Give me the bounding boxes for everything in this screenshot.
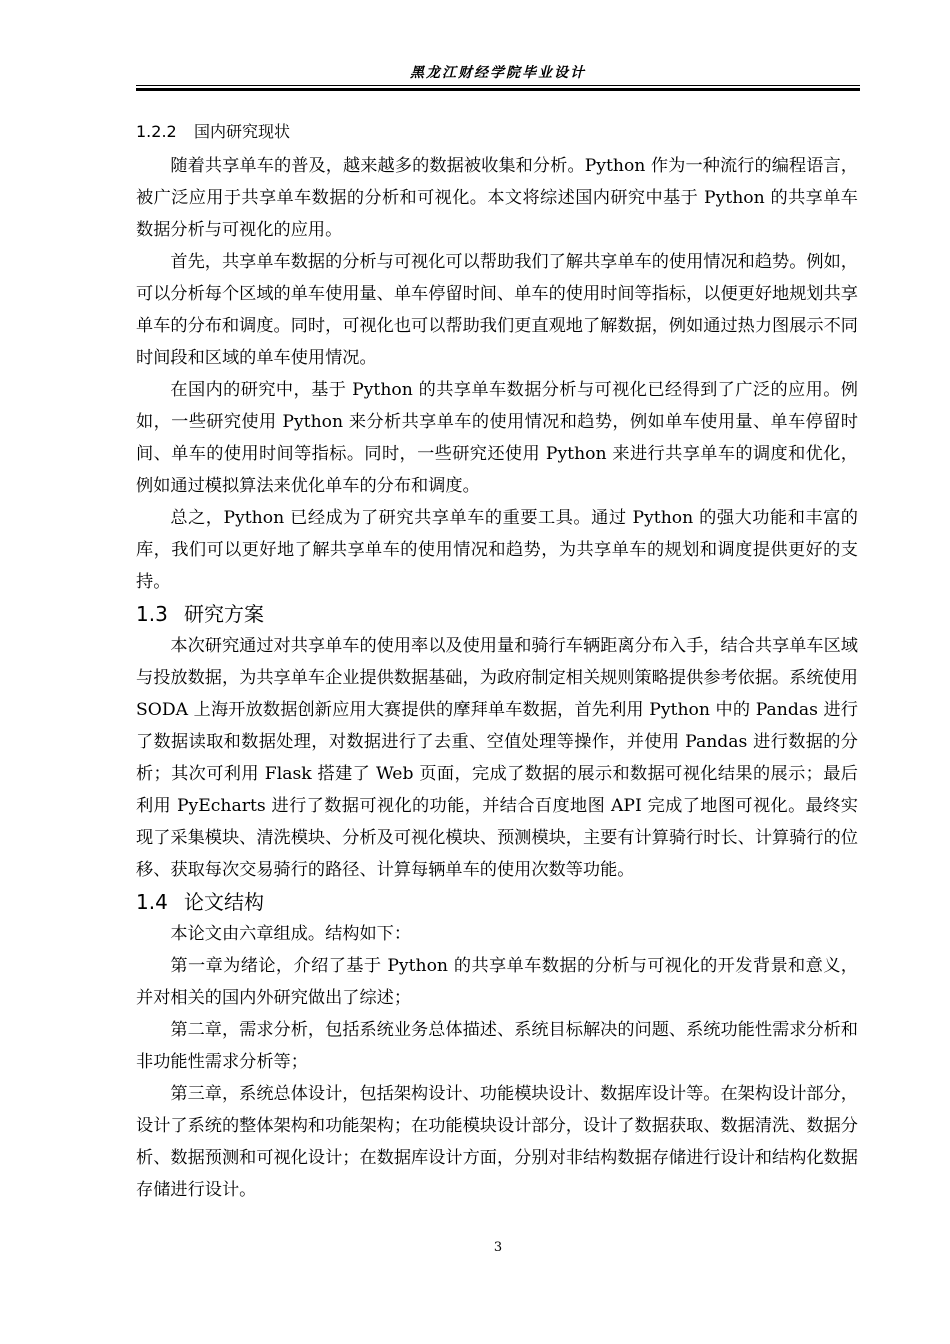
paragraph: 第一章为绪论，介绍了基于 Python 的共享单车数据的分析与可视化的开发背景和意义，并对相关的国内外研究做出了综述； bbox=[136, 956, 858, 1008]
header-rule-thick bbox=[136, 88, 860, 91]
section-title: 研究方案 bbox=[184, 602, 264, 626]
paragraph: 本次研究通过对共享单车的使用率以及使用量和骑行车辆距离分布入手，结合共享单车区域与投放数据，为共享单车企业提供数据基础，为政府制定相关规则策略提供参考依据。系统使用 SODA 上海开放数据创新应用大赛提供的摩拜单车数据，首先利用 Python 中的 Pandas 进行了数据读取和数据处理，对数据进行了去重、空值处理等操作，并使用 Pandas 进行数据的分析；其次可利用 Flask 搭建了 Web 页面，完成了数据的展示和数据可视化结果的展示；最后利用 PyEcharts 进行了数据可视化的功能，并结合百度地图 API 完成了地图可视化。最终实现了采集模块、清洗模块、分析及可视化模块、预测模块，主要有计算骑行时长、计算骑行的位移、获取每次交易骑行的路径、计算每辆单车的使用次数等功能。 bbox=[136, 636, 858, 880]
paragraph: 第三章，系统总体设计，包括架构设计、功能模块设计、数据库设计等。在架构设计部分，设计了系统的整体架构和功能架构；在功能模块设计部分，设计了数据获取、数据清洗、数据分析、数据预测和可视化设计；在数据库设计方面，分别对非结构数据存储进行设计和结构化数据存储进行设计。 bbox=[136, 1084, 858, 1200]
document-body bbox=[136, 114, 858, 1206]
section-number: 1.4 bbox=[136, 890, 168, 914]
paragraph: 在国内的研究中，基于 Python 的共享单车数据分析与可视化已经得到了广泛的应用。例如，一些研究使用 Python 来分析共享单车的使用情况和趋势，例如单车使用量、单车停留时间、单车的使用时间等指标。同时，一些研究还使用 Python 来进行共享单车的调度和优化，例如通过模拟算法来优化单车的分布和调度。 bbox=[136, 380, 858, 496]
paragraph: 总之，Python 已经成为了研究共享单车的重要工具。通过 Python 的强大功能和丰富的库，我们可以更好地了解共享单车的使用情况和趋势，为共享单车的规划和调度提供更好的支持。 bbox=[136, 508, 858, 592]
section-heading-1-3 bbox=[136, 598, 858, 630]
section-number: 1.3 bbox=[136, 602, 168, 626]
section-title: 论文结构 bbox=[184, 890, 264, 914]
paragraph: 随着共享单车的普及，越来越多的数据被收集和分析。Python 作为一种流行的编程语言，被广泛应用于共享单车数据的分析和可视化。本文将综述国内研究中基于 Python 的共享单车数据分析与可视化的应用。 bbox=[136, 156, 858, 240]
paragraph: 第二章，需求分析，包括系统业务总体描述、系统目标解决的问题、系统功能性需求分析和非功能性需求分析等； bbox=[136, 1020, 858, 1072]
section-heading-1-2-2 bbox=[136, 114, 858, 150]
page-header: 黑龙江财经学院毕业设计 bbox=[410, 65, 586, 81]
header-rule-thin bbox=[136, 85, 860, 86]
paragraph: 本论文由六章组成。结构如下： bbox=[170, 924, 412, 944]
section-number: 1.2.2 bbox=[136, 122, 177, 141]
section-title: 国内研究现状 bbox=[194, 122, 291, 141]
page-number: 3 bbox=[493, 1240, 503, 1255]
paragraph: 首先，共享单车数据的分析与可视化可以帮助我们了解共享单车的使用情况和趋势。例如，可以分析每个区域的单车使用量、单车停留时间、单车的使用时间等指标，以便更好地规划共享单车的分布和调度。同时，可视化也可以帮助我们更直观地了解数据，例如通过热力图展示不同时间段和区域的单车使用情况。 bbox=[136, 252, 858, 368]
section-heading-1-4 bbox=[136, 886, 858, 918]
